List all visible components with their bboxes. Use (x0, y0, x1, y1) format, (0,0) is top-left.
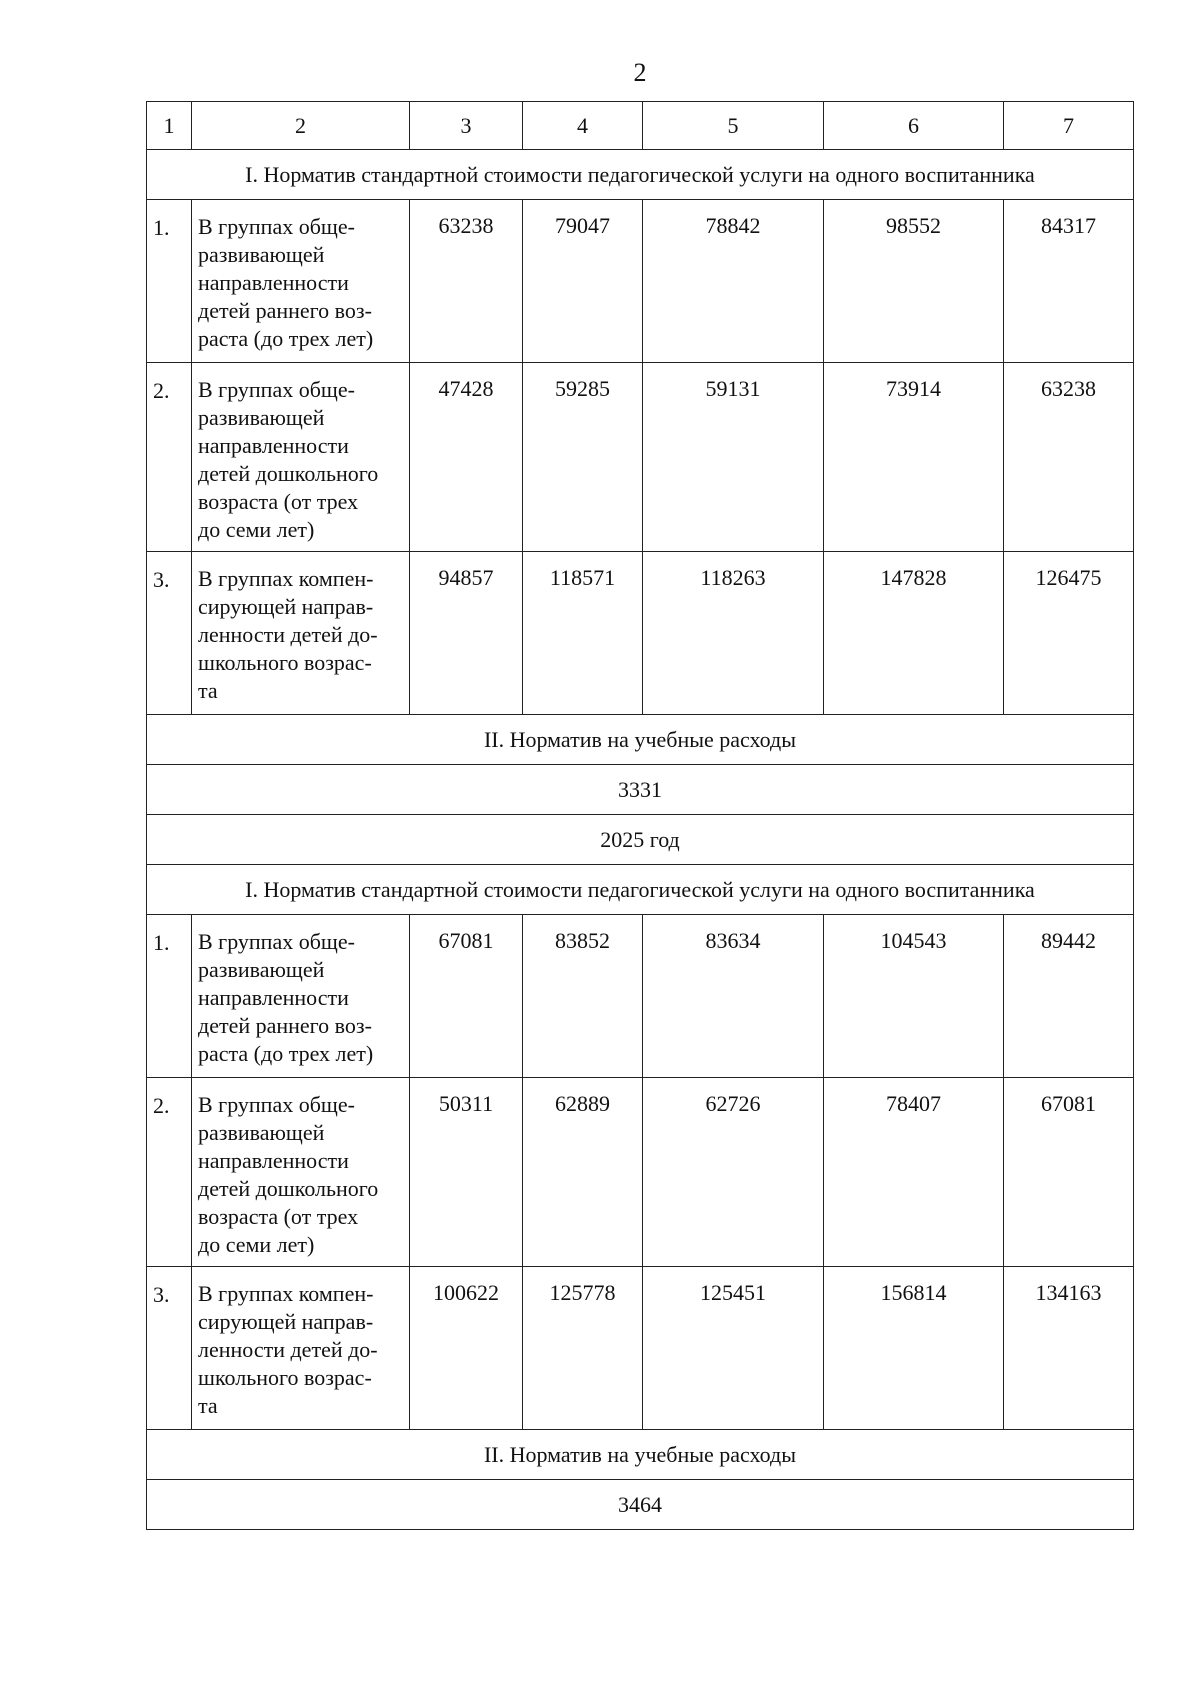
year-row (147, 815, 1134, 865)
row-description: В группах обще- развивающей направленности детей раннего воз- раста (до трех лет) (192, 915, 410, 1078)
section-heading: II. Норматив на учебные расходы (147, 715, 1134, 765)
value-cell: 79047 (523, 200, 643, 363)
value-cell: 83852 (523, 915, 643, 1078)
value-cell: 62889 (523, 1078, 643, 1267)
row-description: В группах компен- сирующей направ- ленности детей до- школьного возрас- та (192, 552, 410, 715)
table-row (147, 552, 1134, 715)
column-number: 5 (643, 102, 824, 150)
row-number: 2. (147, 1078, 192, 1267)
row-number: 1. (147, 915, 192, 1078)
value-cell: 100622 (410, 1267, 523, 1430)
value-cell: 89442 (1004, 915, 1134, 1078)
section-heading: II. Норматив на учебные расходы (147, 1430, 1134, 1480)
table-row (147, 1078, 1134, 1267)
value-cell: 47428 (410, 363, 523, 552)
section-value: 3464 (147, 1480, 1134, 1530)
column-number: 4 (523, 102, 643, 150)
value-cell: 125778 (523, 1267, 643, 1430)
value-cell: 62726 (643, 1078, 824, 1267)
section-heading: I. Норматив стандартной стоимости педагогической услуги на одного воспитанника (147, 150, 1134, 200)
value-cell: 84317 (1004, 200, 1134, 363)
value-cell: 73914 (824, 363, 1004, 552)
table-row (147, 1267, 1134, 1430)
value-cell: 59285 (523, 363, 643, 552)
value-cell: 156814 (824, 1267, 1004, 1430)
year-label: 2025 год (147, 815, 1134, 865)
row-description: В группах компен- сирующей направ- ленности детей до- школьного возрас- та (192, 1267, 410, 1430)
row-number: 2. (147, 363, 192, 552)
value-cell: 63238 (410, 200, 523, 363)
page-number: 2 (633, 58, 647, 87)
section-heading-row (147, 715, 1134, 765)
section-heading-row (147, 1430, 1134, 1480)
column-number: 6 (824, 102, 1004, 150)
value-cell: 63238 (1004, 363, 1134, 552)
value-cell: 78407 (824, 1078, 1004, 1267)
row-number: 3. (147, 1267, 192, 1430)
row-description: В группах обще- развивающей направленности детей раннего воз- раста (до трех лет) (192, 200, 410, 363)
value-cell: 125451 (643, 1267, 824, 1430)
value-cell: 78842 (643, 200, 824, 363)
column-number: 1 (147, 102, 192, 150)
value-cell: 67081 (1004, 1078, 1134, 1267)
value-cell: 118571 (523, 552, 643, 715)
value-cell: 126475 (1004, 552, 1134, 715)
table-row (147, 200, 1134, 363)
section-value: 3331 (147, 765, 1134, 815)
value-cell: 118263 (643, 552, 824, 715)
column-number-row (147, 102, 1134, 150)
table-row (147, 915, 1134, 1078)
value-cell: 94857 (410, 552, 523, 715)
row-description: В группах обще- развивающей направленности детей дошкольного возраста (от трех до семи лет) (192, 363, 410, 552)
value-cell: 50311 (410, 1078, 523, 1267)
value-cell: 83634 (643, 915, 824, 1078)
row-number: 1. (147, 200, 192, 363)
section-heading-row (147, 150, 1134, 200)
section-value-row (147, 1480, 1134, 1530)
value-cell: 67081 (410, 915, 523, 1078)
normative-table (146, 101, 1134, 1530)
column-number: 7 (1004, 102, 1134, 150)
value-cell: 134163 (1004, 1267, 1134, 1430)
table-row (147, 363, 1134, 552)
value-cell: 104543 (824, 915, 1004, 1078)
section-heading-row (147, 865, 1134, 915)
column-number: 3 (410, 102, 523, 150)
section-value-row (147, 765, 1134, 815)
row-number: 3. (147, 552, 192, 715)
value-cell: 147828 (824, 552, 1004, 715)
column-number: 2 (192, 102, 410, 150)
section-heading: I. Норматив стандартной стоимости педагогической услуги на одного воспитанника (147, 865, 1134, 915)
value-cell: 59131 (643, 363, 824, 552)
value-cell: 98552 (824, 200, 1004, 363)
row-description: В группах обще- развивающей направленности детей дошкольного возраста (от трех до семи лет) (192, 1078, 410, 1267)
